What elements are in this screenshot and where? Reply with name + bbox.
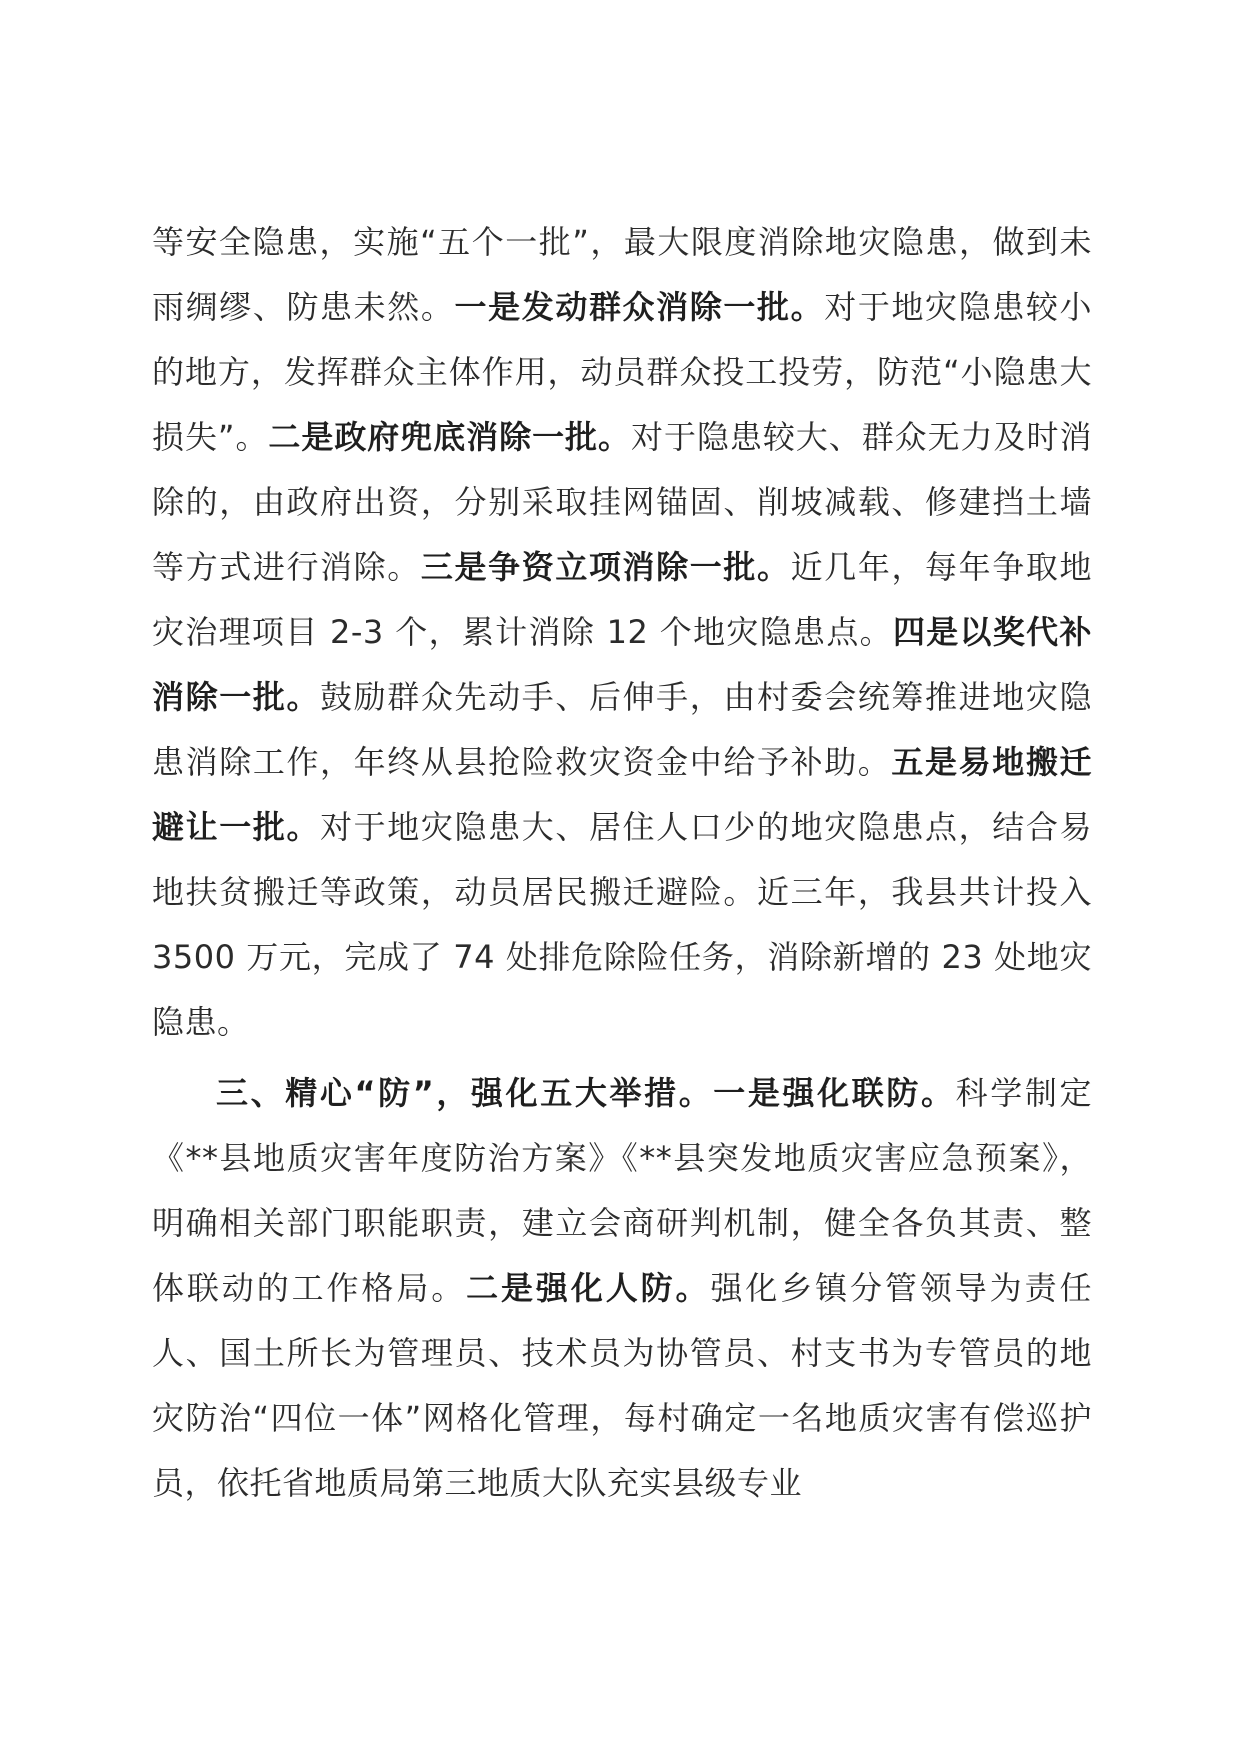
text-segment: 科学制定《**县地质灾害年度防治方案》《**县突发地质灾害应急预案》，明确相关部门职能职责，建立会商研判机制，健全各负其责、整体联动的工作格局。 [152,1074,1092,1307]
bold-heading-5: 五是易地搬迁避让一批。 [152,743,1092,846]
text-segment: 对于隐患较大、群众无力及时消除的，由政府出资，分别采取挂网锚固、削坡减载、修建挡土墙等方式进行消除。 [152,418,1092,586]
text-segment: 对于地灾隐患大、居住人口少的地灾隐患点，结合易地扶贫搬迁等政策，动员居民搬迁避险。近三年，我县共计投入 3500 万元，完成了 74 处排危除险任务，消除新增的 23 处地灾隐患。 [152,808,1092,1041]
text-segment: 强化乡镇分管领导为责任人、国土所长为管理员、技术员为协管员、村支书为专管员的地灾防治“四位一体”网格化管理，每村确定一名地质灾害有偿巡护员，依托省地质局第三地质大队充实县级专业 [152,1269,1092,1502]
bold-heading-6: 二是强化人防。 [466,1269,711,1307]
bold-heading-4: 四是以奖代补消除一批。 [152,613,1092,716]
document-body [152,210,1092,1516]
paragraph-1 [152,210,1092,1055]
section-heading: 三、精心“防”，强化五大举措。一是强化联防。 [216,1074,956,1112]
text-segment: 等安全隐患，实施“五个一批”，最大限度消除地灾隐患，做到未雨绸缪、防患未然。 [152,223,1092,326]
paragraph-2 [152,1061,1092,1516]
bold-heading-3: 三是争资立项消除一批。 [420,548,791,586]
bold-heading-2: 二是政府兜底消除一批。 [268,418,631,456]
text-segment: 对于地灾隐患较小的地方，发挥群众主体作用，动员群众投工投劳，防范“小隐患大损失”。 [152,288,1092,456]
bold-heading-1: 一是发动群众消除一批。 [454,288,825,326]
text-segment: 鼓励群众先动手、后伸手，由村委会统筹推进地灾隐患消除工作，年终从县抢险救灾资金中给予补助。 [152,678,1092,781]
text-segment: 近几年，每年争取地灾治理项目 2-3 个，累计消除 12 个地灾隐患点。 [152,548,1092,651]
